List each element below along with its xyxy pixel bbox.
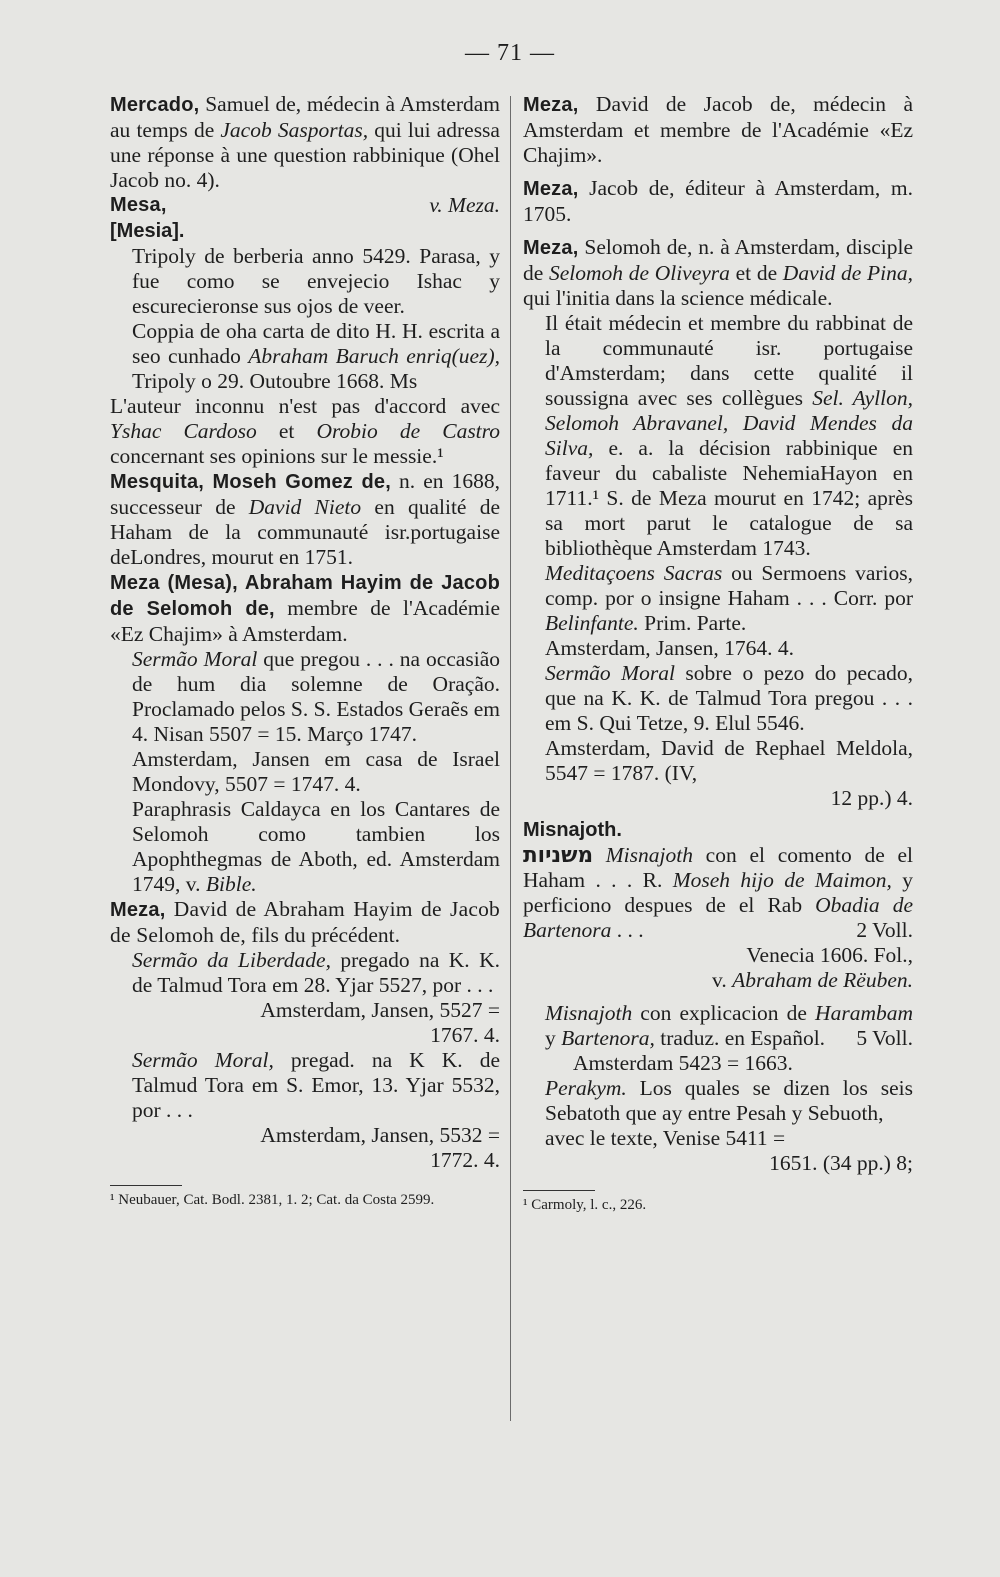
entry-mesquita: Mesquita, Moseh Gomez de, n. en 1688, successeur de David Nieto en qualité de Haham de la communauté isr.portugaise deLondres, mourut en 1751. (110, 469, 501, 569)
footnote-rule (110, 1185, 182, 1186)
headword: Mesquita, Moseh Gomez de, (110, 471, 391, 493)
footnote: ¹ Carmoly, l. c., 226. (523, 1197, 647, 1213)
headword: Meza (Mesa), Abraham Hayim de Jacob de Selomoh de, (110, 572, 500, 620)
headword: Misnajoth. (523, 819, 622, 841)
entry-meza-david-jacob: Meza, David de Jacob de, médecin à Amsterdam et membre de l'Académie «Ez Chajim». (523, 92, 913, 167)
column-divider (510, 96, 511, 1421)
page-number: — 71 — (465, 40, 555, 66)
entry-mercado: Mercado, Samuel de, médecin à Amsterdam au temps de Jacob Sasportas, qui lui adressa une réponse à une question rabbinique (Ohel Jacob no. 4). (110, 92, 500, 192)
sermao-moral-1-imprint: Amsterdam, Jansen em casa de Israel Mondovy, 5507 = 1747. 4. (132, 747, 500, 796)
sermao-moral-pezo-imprint: Amsterdam, David de Rephael Meldola, 5547 = 1787. (IV, (545, 736, 913, 785)
sermao-liberdade-imprint: Amsterdam, Jansen, 5527 = (260, 998, 500, 1022)
misnajoth-espanol-imprint: Amsterdam 5423 = 1663. (573, 1051, 793, 1075)
entry-meza-selomoh: Meza, Selomoh de, n. à Amsterdam, disciple de Selomoh de Oliveyra et de David de Pina, qui l'initia dans la science médicale. (523, 235, 913, 310)
misnajoth-espanol: Misnajoth con explicacion de Harambam y Bartenora, traduz. en Español. 5 Voll. (545, 1001, 913, 1050)
cross-reference: v. Meza. (429, 193, 500, 217)
footnote: ¹ Neubauer, Cat. Bodl. 2381, 1. 2; Cat. da Costa 2599. (110, 1192, 435, 1208)
entry-meza-david-abraham: Meza, David de Abraham Hayim de Jacob de Selomoh de, fils du précédent. (110, 897, 500, 947)
meditacoens-sacras: Meditaçoens Sacras ou Sermoens varios, comp. por o insigne Haham . . . Corr. por Belinfante. Prim. Parte. (545, 561, 913, 635)
mesia-note: L'auteur inconnu n'est pas d'accord avec Yshac Cardoso et Orobio de Castro concernant ses opinions sur le messie.¹ (110, 394, 500, 468)
left-column: Mercado, Samuel de, médecin à Amsterdam au temps de Jacob Sasportas, qui lui adressa une réponse à une question rabbinique (Ohel Jacob no. 4). Mesa, v. Meza. [Mesia]. Tripoly de berberia anno 5429. Parasa, y fue como se envejecio Ishac y escurecieronse sus ojos de veer. Coppia de oha carta de dito H. H. escrita a seo cunhado Abraham Baruch enriq(uez), Tripoly o 29. Outoubre 1668. Ms L'auteur inconnu n'est pas d'accord avec Yshac Cardoso et Orobio de Castro concernant ses opinions sur le messie.¹ Mesquita, Moseh Gomez de, n. en 1688, successeur de David Nieto en qualité de Haham de la communauté isr.portugaise deLondres, mourut en 1751. Meza (Mesa), Abraham Hayim de Jacob de Selomoh de, membre de l'Académie «Ez Chajim» à Amsterdam. Sermão Moral que pregou . . . na occasião de hum dia solemne de Oração. Proclamado pelos S. S. Estados Geraẽs em 4. Nisan 5507 = 15. Março 1747. Amsterdam, Jansen em casa de Israel Mondovy, 5507 = 1747. 4. Paraphrasis Caldayca en los Cantares de Selomoh como tambien los Apophthegmas de Aboth, ed. Amsterdam 1749, v. Bible. Meza, David de Abraham Hayim de Jacob de Selomoh de, fils du précédent. Sermão da Liberdade, pregado na K. K. de Talmud Tora em 28. Yjar 5527, por . . . Amsterdam, Jansen, 5527 = 1767. 4. Sermão Moral, pregad. na K K. de Talmud Tora em S. Emor, 13. Yjar 5532, por . . . Amsterdam, Jansen, 5532 = 1772. 4. ¹ Neubauer, Cat. Bodl. 2381, 1. 2; Cat. da Costa 2599. (110, 92, 501, 1208)
entry-meza-jacob: Meza, Jacob de, éditeur à Amsterdam, m. 1705. (523, 176, 913, 226)
headword: Meza, (523, 237, 579, 259)
headword: Mesa, (110, 194, 167, 216)
headword: Mercado, (110, 94, 200, 116)
misnajoth-maimon-imprint: Venecia 1606. Fol., (746, 943, 913, 967)
sermao-moral-1: Sermão Moral que pregou . . . na occasião de hum dia solemne de Oração. Proclamado pelos S. S. Estados Geraẽs em 4. Nisan 5507 = 15. Março 1747. (132, 647, 500, 746)
sermao-moral-pezo: Sermão Moral sobre o pezo do pecado, que na K. K. de Talmud Tora pregou . . . em S. Qui Tetze, 9. Elul 5546. (545, 661, 913, 735)
hebrew-title: משניות (523, 843, 594, 868)
entry-mesia (110, 218, 500, 244)
sermao-moral-2-imprint: Amsterdam, Jansen, 5532 = (260, 1123, 500, 1147)
paraphrasis: Paraphrasis Caldayca en los Cantares de Selomoh como tambien los Apophthegmas de Aboth, ed. Amsterdam 1749, v. Bible. (132, 797, 500, 896)
entry-misnajoth (523, 817, 913, 843)
meza-selomoh-bio: Il était médecin et membre du rabbinat de la communauté isr. portugaise d'Amsterdam; dans cette qualité il soussigna avec ses collègues Sel. Ayllon, Selomoh Abravanel, David Mendes da Silva, e. a. la décision rabbinique en faveur du cabaliste NehemiaHayon en 1711.¹ S. de Meza mourut en 1742; après sa mort parut le catalogue de sa bibliothèque Amsterdam 1743. (545, 311, 913, 560)
misnajoth-maimon: משניות Misnajoth con el comento de el Haham . . . R. Moseh hijo de Maimon, y perficiono despues de el Rab Obadia de Bartenora . . . 2 Voll. (523, 843, 913, 942)
entry-meza-abraham: Meza (Mesa), Abraham Hayim de Jacob de Selomoh de, membre de l'Académie «Ez Chajim» à Amsterdam. (110, 572, 500, 646)
headword: [Mesia]. (110, 220, 185, 242)
right-column: Meza, David de Jacob de, médecin à Amsterdam et membre de l'Académie «Ez Chajim». Meza, Jacob de, éditeur à Amsterdam, m. 1705. Meza, Selomoh de, n. à Amsterdam, disciple de Selomoh de Oliveyra et de David de Pina, qui l'initia dans la science médicale. Il était médecin et membre du rabbinat de la communauté isr. portugaise d'Amsterdam; dans cette qualité il soussigna avec ses collègues Sel. Ayllon, Selomoh Abravanel, David Mendes da Silva, e. a. la décision rabbinique en faveur du cabaliste NehemiaHayon en 1711.¹ S. de Meza mourut en 1742; après sa mort parut le catalogue de sa bibliothèque Amsterdam 1743. Meditaçoens Sacras ou Sermoens varios, comp. por o insigne Haham . . . Corr. por Belinfante. Prim. Parte. Amsterdam, Jansen, 1764. 4. Sermão Moral sobre o pezo do pecado, que na K. K. de Talmud Tora pregou . . . em S. Qui Tetze, 9. Elul 5546. Amsterdam, David de Rephael Meldola, 5547 = 1787. (IV, 12 pp.) 4. Misnajoth. משניות Misnajoth con el comento de el Haham . . . R. Moseh hijo de Maimon, y perficiono despues de el Rab Obadia de Bartenora . . . 2 Voll. Venecia 1606. Fol., v. Abraham de Rëuben. Misnajoth con explicacion de Harambam y Bartenora, traduz. en Español. 5 Voll. Amsterdam 5423 = 1663. Perakym. Los quales se dizen los seis Sebatoth que ay entre Pesah y Sebuoth, avec le texte, Venise 5411 = 1651. (34 pp.) 8; ¹ Carmoly, l. c., 226. (523, 92, 913, 1213)
headword: Meza, (523, 94, 579, 116)
mesia-title: Tripoly de berberia anno 5429. Parasa, y fue como se envejecio Ishac y escurecieronse sus ojos de veer. (132, 244, 500, 318)
misnajoth-maimon-ref: v. Abraham de Rëuben. (711, 968, 913, 992)
perakym: Perakym. Los quales se dizen los seis Sebatoth que ay entre Pesah y Sebuoth, (545, 1076, 913, 1125)
mesia-letter: Coppia de oha carta de dito H. H. escrita a seo cunhado Abraham Baruch enriq(uez), Tripoly o 29. Outoubre 1668. Ms (132, 319, 500, 393)
entry-mesa (110, 193, 500, 218)
headword: Meza, (110, 899, 166, 921)
headword: Meza, (523, 178, 579, 200)
sermao-moral-2: Sermão Moral, pregad. na K K. de Talmud Tora em S. Emor, 13. Yjar 5532, por . . . (132, 1048, 501, 1122)
footnote-rule (523, 1190, 595, 1191)
sermao-liberdade: Sermão da Liberdade, pregado na K. K. de Talmud Tora em 28. Yjar 5527, por . . . (132, 948, 500, 997)
perakym-imprint: avec le texte, Venise 5411 = (545, 1126, 786, 1150)
meditacoens-imprint: Amsterdam, Jansen, 1764. 4. (545, 636, 795, 660)
